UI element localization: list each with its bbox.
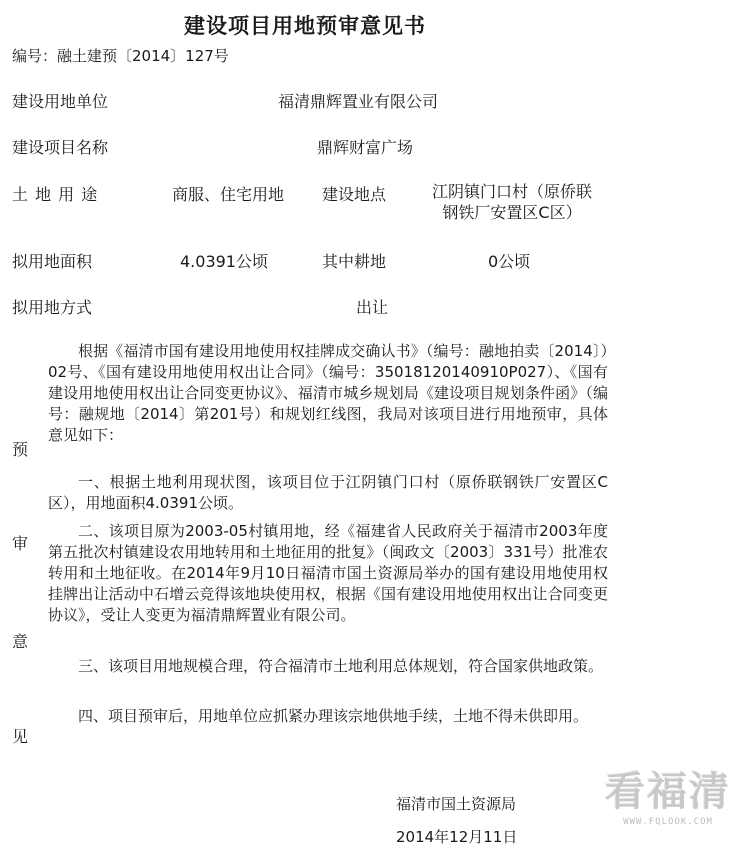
land-use-value: 商服、住宅用地 xyxy=(172,185,285,204)
watermark-url: WWW.FQLOOK.COM xyxy=(623,817,713,827)
opinion-paragraph-intro: 根据《福清市国有建设用地使用权挂牌成交确认书》（编号：融地拍卖〔2014〕）02号、《国有建设用地使用权出让合同》（编号：35018120140910P027）、《国有建设用地使用权出让合同变更协议》、福清市城乡规划局《建设项目规划条件函》（编号：融规地〔2014〕第201号）和规划红线图，我局对该项目进行用地预审，具体意见如下： xyxy=(48,342,608,444)
farmland-value: 0公顷 xyxy=(488,252,531,271)
land-unit-label: 建设用地单位 xyxy=(12,92,109,111)
side-char-yi: 意 xyxy=(12,632,29,651)
farmland-label: 其中耕地 xyxy=(322,252,387,271)
opinion-paragraph-4: 四、项目预审后，用地单位应抓紧办理该宗地供地手续，土地不得未供即用。 xyxy=(78,707,589,725)
document-number: 编号：融土建预〔2014〕127号 xyxy=(12,47,229,65)
area-label: 拟用地面积 xyxy=(12,252,93,271)
site-watermark xyxy=(588,768,748,854)
location-value xyxy=(412,181,612,223)
issue-date: 2014年12月11日 xyxy=(396,828,518,846)
document-title: 建设项目用地预审意见书 xyxy=(184,14,426,38)
area-value: 4.0391公顷 xyxy=(180,252,268,271)
side-char-shen: 审 xyxy=(12,534,29,553)
side-char-yu: 预 xyxy=(12,440,29,459)
opinion-paragraph-1: 一、根据土地利用现状图，该项目位于江阴镇门口村（原侨联钢铁厂安置区C区），用地面积4.0391公顷。 xyxy=(48,473,608,512)
location-value-line2: 钢铁厂安置区C区） xyxy=(442,203,582,222)
project-name-label: 建设项目名称 xyxy=(12,138,109,157)
project-name-value: 鼎辉财富广场 xyxy=(317,138,414,157)
issuer-name: 福清市国土资源局 xyxy=(396,795,517,813)
land-unit-value: 福清鼎辉置业有限公司 xyxy=(278,92,439,111)
location-label: 建设地点 xyxy=(322,185,387,204)
method-value: 出让 xyxy=(356,298,389,317)
location-value-line1: 江阴镇门口村（原侨联 xyxy=(431,182,592,201)
opinion-paragraph-3: 三、该项目用地规模合理，符合福清市土地利用总体规划，符合国家供地政策。 xyxy=(78,657,604,675)
watermark-text: 看福清 xyxy=(605,769,731,815)
method-label: 拟用地方式 xyxy=(12,298,93,317)
side-char-jian: 见 xyxy=(12,727,29,746)
land-use-label: 土 地 用 途 xyxy=(12,185,99,204)
opinion-paragraph-2: 二、该项目原为2003-05村镇用地，经《福建省人民政府关于福清市2003年度第五批次村镇建设农用地转用和土地征用的批复》（闽政文〔2003〕331号）批准农转用和土地征收。在2014年9月10日福清市国土资源局举办的国有建设用地使用权挂牌出让活动中石增云竞得该地块使用权，根据《国有建设用地使用权出让合同变更协议》，受让人变更为福清鼎辉置业有限公司。 xyxy=(48,522,608,624)
